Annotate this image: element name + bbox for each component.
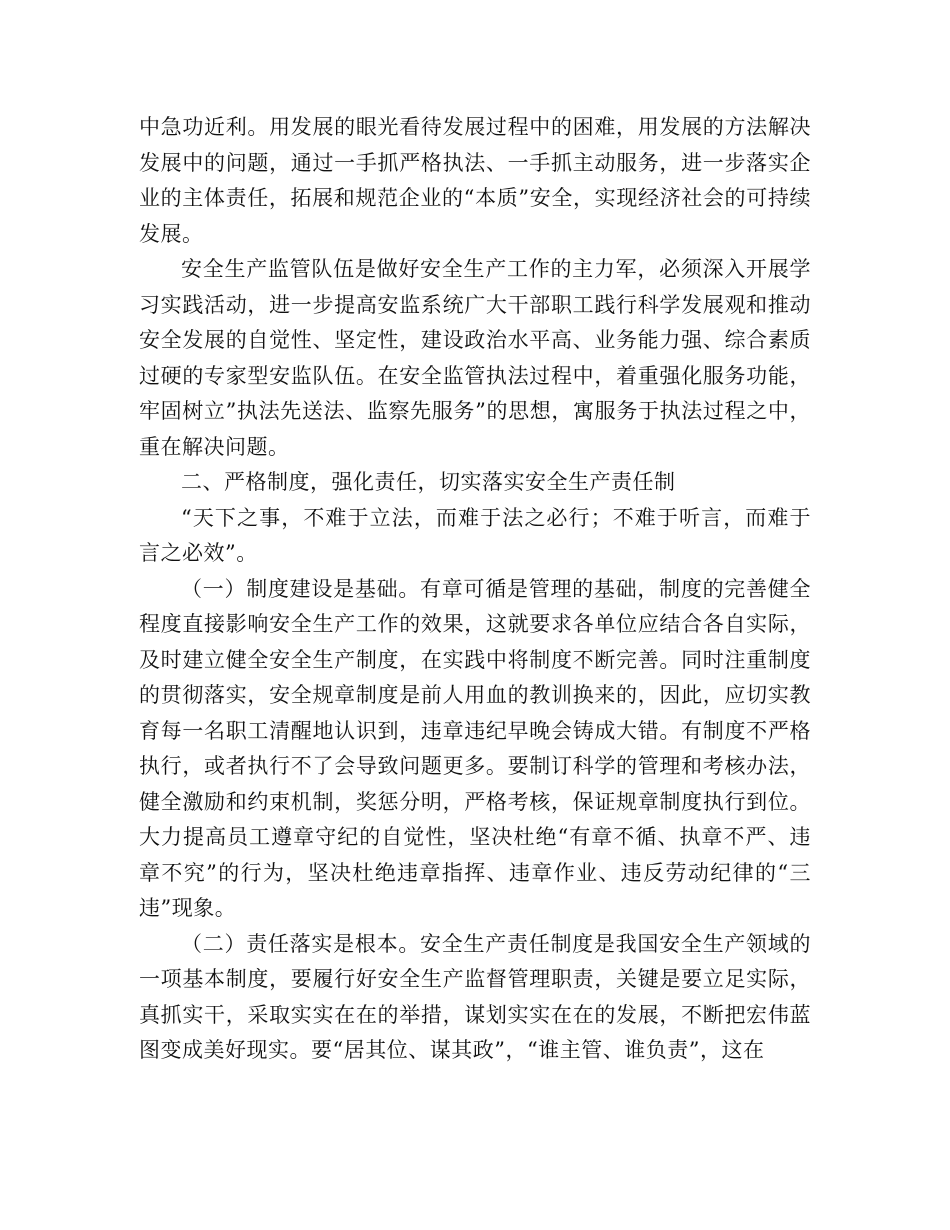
paragraph-supervision-team: 安全生产监管队伍是做好安全生产工作的主力军，必须深入开展学习实践活动，进一步提高安监系统广大干部职工践行科学发展观和推动安全发展的自觉性、坚定性，建设政治水平高、业务能力强、综合素质过硬的专家型安监队伍。在安全监管执法过程中，着重强化服务功能，牢固树立”执法先送法、监察先服务”的思想，寓服务于执法过程之中，重在解决问题。 bbox=[139, 257, 811, 459]
paragraph-responsibility: （二）责任落实是根本。安全生产责任制度是我国安全生产领域的一项基本制度，要履行好安全生产监督管理职责，关键是要立足实际，真抓实干，采取实实在在的举措，谋划实实在在的发展，不断把宏伟蓝图变成美好现实。要“居其位、谋其政”，“谁主管、谁负责”，这在 bbox=[139, 931, 811, 1062]
section-heading-two: 二、严格制度，强化责任，切实落实安全生产责任制 bbox=[181, 470, 676, 494]
paragraph-continuation: 中急功近利。用发展的眼光看待发展过程中的困难，用发展的方法解决发展中的问题，通过一手抓严格执法、一手抓主动服务，进一步落实企业的主体责任，拓展和规范企业的“本质”安全，实现经济社会的可持续发展。 bbox=[139, 115, 811, 246]
paragraph-system-building: （一）制度建设是基础。有章可循是管理的基础，制度的完善健全程度直接影响安全生产工作的效果，这就要求各单位应结合各自实际，及时建立健全安全生产制度，在实践中将制度不断完善。同时注重制度的贯彻落实，安全规章制度是前人用血的教训换来的，因此，应切实教育每一名职工清醒地认识到，违章违纪早晚会铸成大错。有制度不严格执行，或者执行不了会导致问题更多。要制订科学的管理和考核办法，健全激励和约束机制，奖惩分明，严格考核，保证规章制度执行到位。大力提高员工遵章守纪的自觉性，坚决杜绝“有章不循、执章不严、违章不究”的行为，坚决杜绝违章指挥、违章作业、违反劳动纪律的“三违”现象。 bbox=[139, 576, 811, 920]
document-body bbox=[139, 110, 811, 1069]
paragraph-quote: “天下之事，不难于立法，而难于法之必行；不难于听言，而难于言之必效”。 bbox=[139, 505, 811, 565]
